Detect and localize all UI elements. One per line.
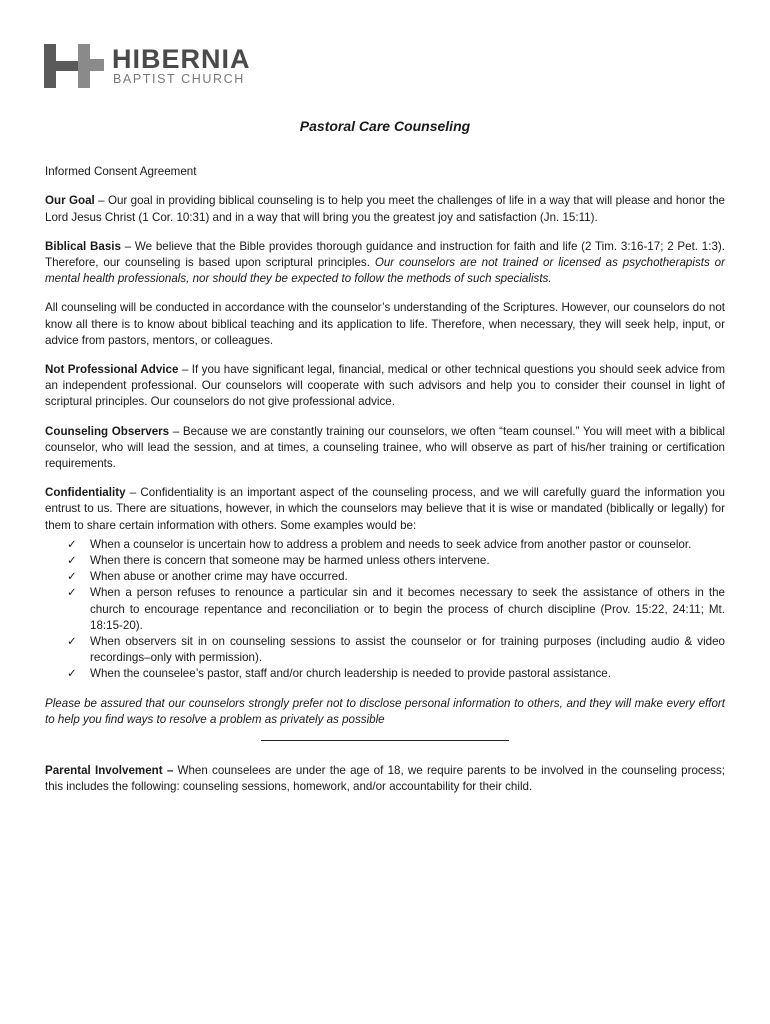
checkmark-icon: ✓ — [67, 554, 77, 568]
list-item-text: When observers sit in on counseling sessions to assist the counselor or for training purposes (including audio & video recordings–only with permission). — [90, 635, 725, 665]
checkmark-icon: ✓ — [67, 570, 77, 584]
our-goal-text: – Our goal in providing biblical counseling is to help you meet the challenges of life in a way that will please and honor the Lord Jesus Christ (1 Cor. 10:31) and in a way that will bring you the greatest joy and satisfaction (Jn. 15:11). — [45, 194, 725, 224]
parental-involvement-paragraph — [45, 763, 725, 795]
list-item-text: When a counselor is uncertain how to address a problem and needs to seek advice from another pastor or counselor. — [90, 537, 692, 551]
observers-heading: Counseling Observers — [45, 424, 170, 438]
list-item — [45, 569, 725, 585]
biblical-basis-disclaimer: Our counselors are not trained or licensed as psychotherapists or mental health professionals, nor should they be expected to follow the methods of such specialists. — [45, 256, 725, 286]
not-professional-text: – If you have significant legal, financial, medical or other technical questions you should seek advice from an independent professional. Our counselors will cooperate with such advisors and help you to consider their counsel in light of scriptural principles. Our counselors do not give professional advice. — [45, 363, 725, 409]
list-item-text: When the counselee’s pastor, staff and/or church leadership is needed to provide pastoral assistance. — [90, 667, 611, 681]
biblical-basis-paragraph — [45, 239, 725, 288]
our-goal-paragraph — [45, 193, 725, 225]
observers-text: – Because we are constantly training our counselors, we often “team counsel.” You will meet with a biblical counselor, who will lead the session, and at times, a counseling trainee, who will observe as part of his/her training or certification requirements. — [45, 424, 725, 471]
list-item — [45, 585, 725, 634]
list-item — [45, 537, 725, 553]
checkmark-icon: ✓ — [67, 635, 77, 649]
document-subtitle: Informed Consent Agreement — [45, 165, 197, 179]
list-item — [45, 553, 725, 569]
confidentiality-examples-list — [45, 537, 725, 683]
all-counseling-paragraph: All counseling will be conducted in accordance with the counselor’s understanding of the Scriptures. However, our counselors do not know all there is to know about biblical teaching and its application to life. Therefore, when necessary, they will seek help, input, or advice from pastors, mentors, or colleagues. — [45, 301, 725, 347]
biblical-basis-text: – We believe that the Bible provides thorough guidance and instruction for faith and life (2 Tim. 3:16-17; 2 Pet. 1:3). Therefore, our counseling is based upon scriptural principles. — [45, 239, 725, 270]
hibernia-cross-logo-icon — [44, 44, 104, 88]
section-divider — [261, 740, 509, 741]
not-professional-heading: Not Professional Advice — [45, 363, 179, 377]
confidentiality-heading: Confidentiality — [45, 486, 126, 500]
logo-name: HIBERNIA — [112, 44, 251, 74]
document-body — [45, 118, 725, 809]
observers-paragraph — [45, 424, 725, 473]
logo-subtitle: BAPTIST CHURCH — [113, 72, 245, 86]
list-item — [45, 634, 725, 666]
list-item-text: When abuse or another crime may have occurred. — [90, 570, 348, 584]
checkmark-icon: ✓ — [67, 586, 77, 600]
checkmark-icon: ✓ — [67, 667, 77, 681]
confidentiality-text: – Confidentiality is an important aspect of the counseling process, and we will carefully guard the information you entrust to us. There are situations, however, in which the counselors may believe that it is wise or mandated (biblically or legally) for them to share certain information with others. Some examples would be: — [45, 486, 725, 532]
confidentiality-paragraph — [45, 485, 725, 534]
list-item — [45, 666, 725, 682]
our-goal-heading: Our Goal — [45, 194, 95, 208]
document-title: Pastoral Care Counseling — [299, 118, 471, 134]
parental-involvement-heading: Parental Involvement – — [45, 764, 174, 778]
parental-involvement-text: When counselees are under the age of 18, we require parents to be involved in the counseling process; this includes the following: counseling sessions, homework, and/or accountability for their child. — [45, 764, 725, 794]
assurance-note: Please be assured that our counselors strongly prefer not to disclose personal information to others, and they will make every effort to help you find ways to resolve a problem as privately as possible — [45, 696, 725, 726]
list-item-text: When a person refuses to renounce a particular sin and it becomes necessary to seek the assistance of others in the church to encourage repentance and reconciliation or to begin the process of church discipline (Prov. 15:22, 24:11; Mt. 18:15-20). — [90, 586, 725, 632]
list-item-text: When there is concern that someone may be harmed unless others intervene. — [90, 554, 490, 568]
church-logo — [44, 44, 284, 88]
checkmark-icon: ✓ — [67, 537, 77, 551]
biblical-basis-heading: Biblical Basis — [45, 239, 121, 253]
not-professional-paragraph — [45, 362, 725, 411]
